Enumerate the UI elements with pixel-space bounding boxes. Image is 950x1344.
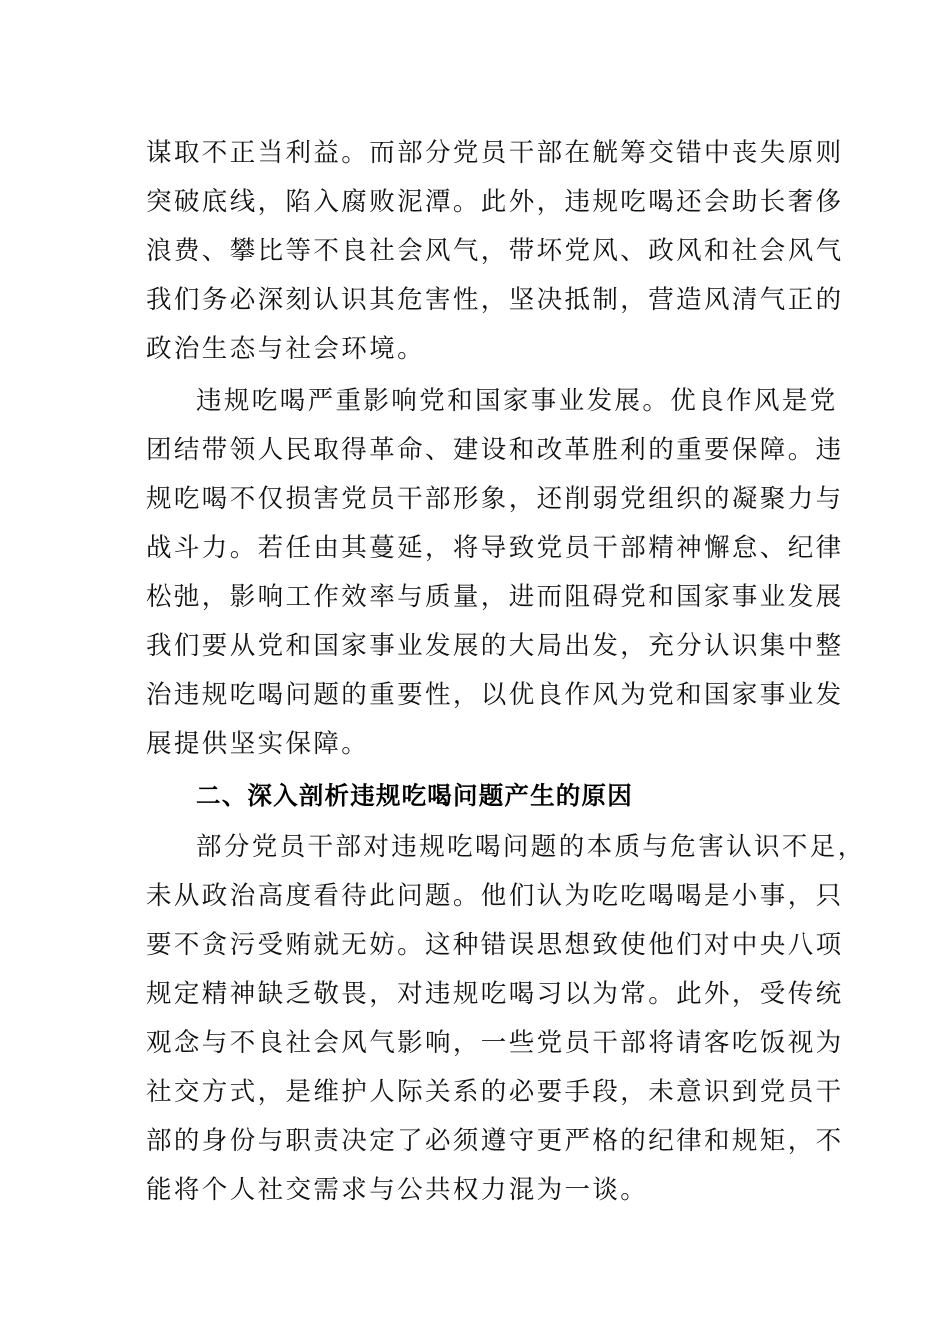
text-line: 谋取不正当利益。而部分党员干部在觥筹交错中丧失原则 <box>146 138 844 168</box>
text-line: 浪费、攀比等不良社会风气，带坏党风、政风和社会风气 <box>146 236 844 266</box>
text-line: 展提供坚实保障。 <box>146 729 370 759</box>
paragraph-first-line: 违规吃喝严重影响党和国家事业发展。优良作风是党 <box>196 386 838 416</box>
text-line: 部的身份与职责决定了必须遵守更严格的纪律和规矩，不 <box>146 1126 844 1156</box>
paragraph-first-line: 部分党员干部对违规吃喝问题的本质与危害认识不足， <box>196 832 866 862</box>
text-line: 治违规吃喝问题的重要性，以优良作风为党和国家事业发 <box>146 680 844 710</box>
section-heading: 二、深入剖析违规吃喝问题产生的原因 <box>196 781 633 810</box>
text-line: 社交方式，是维护人际关系的必要手段，未意识到党员干 <box>146 1077 844 1107</box>
text-line: 要不贪污受贿就无妨。这种错误思想致使他们对中央八项 <box>146 930 844 960</box>
text-line: 政治生态与社会环境。 <box>146 334 426 364</box>
text-line: 我们要从党和国家事业发展的大局出发，充分认识集中整 <box>146 631 844 661</box>
text-line: 突破底线，陷入腐败泥潭。此外，违规吃喝还会助长奢侈 <box>146 187 844 217</box>
text-line: 规定精神缺乏敬畏，对违规吃喝习以为常。此外，受传统 <box>146 979 844 1009</box>
text-line: 观念与不良社会风气影响，一些党员干部将请客吃饭视为 <box>146 1028 844 1058</box>
text-line: 团结带领人民取得革命、建设和改革胜利的重要保障。违 <box>146 435 844 465</box>
text-line: 战斗力。若任由其蔓延，将导致党员干部精神懈怠、纪律 <box>146 533 844 563</box>
text-line: 松弛，影响工作效率与质量，进而阻碍党和国家事业发展 <box>146 582 844 612</box>
text-line: 能将个人社交需求与公共权力混为一谈。 <box>146 1175 649 1205</box>
text-line: 未从政治高度看待此问题。他们认为吃吃喝喝是小事，只 <box>146 881 844 911</box>
text-line: 我们务必深刻认识其危害性，坚决抵制，营造风清气正的 <box>146 285 844 315</box>
text-line: 规吃喝不仅损害党员干部形象，还削弱党组织的凝聚力与 <box>146 484 844 514</box>
